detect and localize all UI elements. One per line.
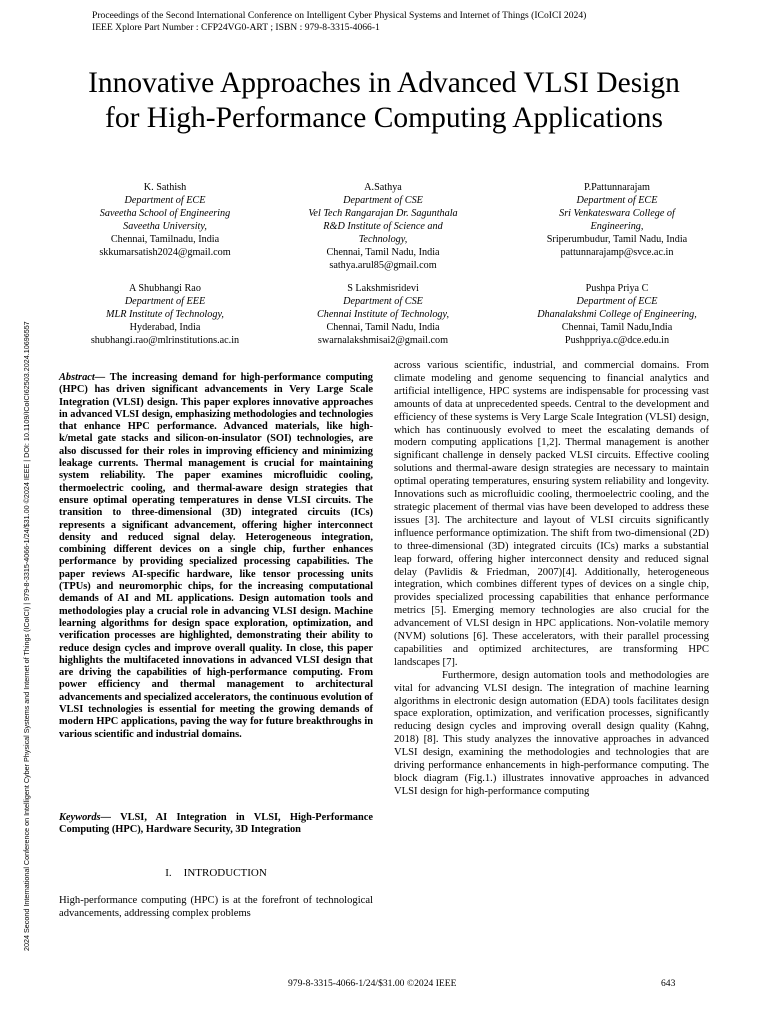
body-paragraph: across various scientific, industrial, and commercial domains. From climate modeling and genome sequencing to financial analytics and artificial intelligence, HPC systems are indispensable for processing vast amounts of data at unprecedented speeds. Central to the development and efficiency of these systems is Very Large Scale Integration (VLSI) design, which has continuously evolved to meet the escalating demands of modern computing applications [1,2]. Thermal management is another significant challenge in densely packed VLSI circuits. Effective cooling solutions and thermal-aware design strategies are necessary to maintain optimal operating temperatures, ensuring system reliability and longevity. Innovations such as microfluidic cooling, thermoelectric cooling, and the strategic placement of thermal vias have been developed to address these issues [3]. The architecture and layout of VLSI circuits significantly influence performance optimization. The shift from two-dimensional (2D) to three-dimensional (3D) integrated circuits (ICs) marks a substantial leap forward, offering higher interconnect density and reduced signal delay (Pavlidis & Friedman, 2007)[4]. Additionally, heterogeneous integration, which combines different types of devices on a single chip, provides specialized processing capabilities that enhance performance metrics [5]. Emerging memory technologies are also crucial for the advancement of VLSI design in HPC applications. Non-volatile memory (NVM) solutions [6]. These accelerators, with their parallel processing capabilities and optimized architectures, are transforming HPC landscapes [7]. (394, 360, 709, 668)
section-number: I. (165, 867, 172, 879)
author-affiliation: Engineering, (590, 221, 644, 232)
page-number: 643 (661, 978, 676, 989)
author-block (263, 181, 503, 272)
keywords-label: Keywords— (59, 812, 111, 823)
author-email: Pushppriya.c@dce.edu.in (564, 335, 670, 346)
author-email: shubhangi.rao@mlrinstitutions.ac.in (90, 335, 240, 346)
author-affiliation: Dhanalakshmi College of Engineering, (537, 309, 697, 320)
author-email: skkumarsatish2024@gmail.com (99, 247, 231, 258)
author-location: Chennai, Tamilnadu, India (110, 234, 220, 245)
abstract-label: Abstract— (59, 372, 106, 383)
author-dept: Department of ECE (576, 296, 658, 307)
author-name: Pushpa Priya C (585, 283, 649, 294)
author-dept: Department of CSE (343, 195, 423, 206)
author-affiliation: Vel Tech Rangarajan Dr. Sagunthala (308, 208, 458, 219)
author-affiliation: MLR Institute of Technology, (106, 309, 224, 320)
conference-header (92, 10, 586, 34)
intro-paragraph: High-performance computing (HPC) is at the forefront of technological advancements, addressing complex problems (59, 895, 373, 919)
author-name: K. Sathish (143, 182, 187, 193)
author-block (497, 181, 737, 259)
author-affiliation: Technology, (358, 234, 408, 245)
author-name: A Shubhangi Rao (129, 283, 201, 294)
author-dept: Department of ECE (124, 195, 206, 206)
keywords (59, 812, 373, 837)
header-line-2: IEEE Xplore Part Number : CFP24VG0-ART ; ISBN : 979-8-3315-4066-1 (92, 22, 380, 33)
right-column (394, 360, 709, 799)
author-location: Hyderabad, India (129, 322, 201, 333)
body-paragraph: Furthermore, design automation tools and methodologies are vital for advancing VLSI design. The integration of machine learning algorithms in electronic design automation (EDA) tools facilitates design space exploration, optimization, and verification processes, significantly reducing design cycles and improving overall design quality (Kahng, 2018) [8]. This study analyzes the innovative approaches in advanced VLSI design, examining the methodologies and technologies that are driving performance enhancements in high-performance computing. The block diagram (Fig.1.) illustrates innovative approaches in advanced VLSI design for high-performance computing (394, 669, 709, 797)
author-location: Sriperumbudur, Tamil Nadu, India (546, 234, 688, 245)
footer-copyright: 979-8-3315-4066-1/24/$31.00 ©2024 IEEE (288, 978, 457, 989)
side-citation: 2024 Second International Conference on Intelligent Cyber Physical Systems and Internet of Things (ICoICI) | 979-8-3315-4066-1/24/$31.00 ©2024 IEEE | DOI: 10.1109/ICoICI62503.2024.10696557 (22, 321, 31, 951)
abstract-text: The increasing demand for high-performance computing (HPC) has driven significant advancements in Very Large Scale Integration (VLSI) design. This paper explores innovative approaches in advanced VLSI design, emphasizing methodologies and technologies that enhance HPC performance. Advanced materials, like high-k/metal gate stacks and silicon-on-insulator (SOI) technologies, are also discussed for their roles in improving efficiency and minimizing leakage currents. Thermal management is crucial for maintaining system reliability. The paper examines microfluidic cooling, thermoelectric cooling, and thermal-aware design strategies that ensure optimal operating temperatures in dense VLSI circuits. The transition to three-dimensional (3D) integrated circuits (ICs) represents a significant advancement, offering higher interconnect density and reduced signal delay. Heterogeneous integration, combining different devices on a single chip, further enhances performance by providing specialized processing capabilities. The paper reviews AI-specific hardware, like tensor processing units (TPUs) and neuromorphic chips, for the increasing computational demands of AI and ML applications. Design automation tools and methodologies play a crucial role in advancing VLSI design. Machine learning algorithms for design space exploration, optimization, and verification processes are highlighted, demonstrating their ability to reduce design cycles and improve overall quality. In close, this paper highlights the multifaceted innovations in advanced VLSI design that are driving the capabilities of high-performance computing. From power efficiency and thermal management to architectural advancements and specialized accelerators, the continuous evolution of VLSI technologies is essential for meeting the growing demands of modern HPC applications, paving the way for future breakthroughs in various scientific and industrial domains. (59, 372, 374, 740)
author-location: Chennai, Tamil Nadu, India (326, 247, 440, 258)
author-location: Chennai, Tamil Nadu,India (561, 322, 673, 333)
keywords-text: VLSI, AI Integration in VLSI, High-Performance Computing (HPC), Hardware Security, 3D Integration (59, 812, 373, 836)
author-name: S Lakshmisridevi (347, 283, 419, 294)
author-email: swarnalakshmisai2@gmail.com (317, 335, 449, 346)
author-dept: Department of CSE (343, 296, 423, 307)
author-affiliation: Chennai Institute of Technology, (316, 309, 450, 320)
title-line-2: for High-Performance Computing Applications (105, 102, 663, 134)
section-heading (59, 867, 373, 880)
author-name: P.Pattunnarajam (584, 182, 650, 193)
author-email: pattunnarajamp@svce.ac.in (560, 247, 674, 258)
author-dept: Department of EEE (124, 296, 206, 307)
author-block (497, 282, 737, 347)
paper-title (0, 66, 768, 136)
author-name: A.Sathya (364, 182, 402, 193)
author-affiliation: Saveetha University, (123, 221, 207, 232)
author-block (45, 282, 285, 347)
author-affiliation: Sri Venkateswara College of (559, 208, 675, 219)
section-title: INTRODUCTION (183, 867, 267, 879)
author-block (263, 282, 503, 347)
author-email: sathya.arul85@gmail.com (329, 260, 437, 271)
author-dept: Department of ECE (576, 195, 658, 206)
author-location: Chennai, Tamil Nadu, India (326, 322, 440, 333)
abstract (59, 372, 373, 741)
header-line-1: Proceedings of the Second International Conference on Intelligent Cyber Physical Systems and Internet of Things (ICoICI 2024) (92, 10, 587, 21)
title-line-1: Innovative Approaches in Advanced VLSI Design (88, 67, 680, 99)
author-affiliation: R&D Institute of Science and (323, 221, 443, 232)
author-block (45, 181, 285, 259)
author-affiliation: Saveetha School of Engineering (99, 208, 231, 219)
